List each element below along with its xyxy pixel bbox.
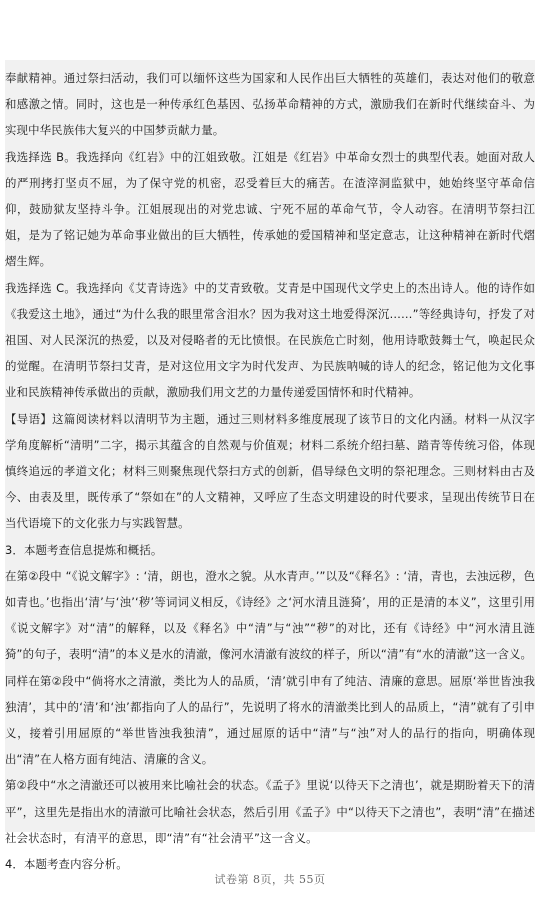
paragraph-analysis-3: 第②段中“水之清澈还可以被用来比喻社会的状态。《孟子》里说‘以待天下之清也’，就是期盼着天下的清平”，这里先是指出水的清澈可比喻社会状态，然后引用《孟子》中“以待天下之清也”，表明“清”在描述社会状态时，有清平的意思，即“清”有“社会清平”这一含义。 bbox=[5, 778, 535, 845]
paragraph-intro-note: 【导语】这篇阅读材料以清明节为主题，通过三则材料多维度展现了该节日的文化内涵。材料一从汉字学角度解析“清明”二字，揭示其蕴含的自然观与价值观；材料二系统介绍扫墓、踏青等传统习俗，体现慎终追远的孝道文化；材料三则聚焦现代祭扫方式的创新，倡导绿色文明的祭祀理念。三则材料由古及今、由表及里，既传承了“祭如在”的人文精神，又呼应了生态文明建设的时代要求，呈现出传统节日在当代语境下的文化张力与实践智慧。 bbox=[5, 411, 535, 531]
paragraph-analysis-1: 在第②段中 “《说文解字》: ‘清，朗也，澄水之貌。从水青声。’”以及“《释名》: ‘清，青也，去浊远秽，色如青也。’也指出‘清’与‘浊’‘秽’等词词义相反，《诗经》之‘河水清且涟猗’，用的正是清的本义”，这里引用《说文解字》对“清”的解释，以及《释名》中“清”与“浊”“秽”的对比，还有《诗经》中“河水清且涟猗”的句子，表明“清”的本义是水的清澈，像河水清澈有波纹的样子，所以“清”有“水的清澈”这一含义。 bbox=[5, 568, 535, 662]
question-3-heading: 3．本题考查信息提炼和概括。 bbox=[5, 542, 163, 557]
page-number-footer: 试卷第 8页，共 55页 bbox=[214, 873, 326, 886]
question-4-heading: 4．本题考查内容分析。 bbox=[5, 857, 128, 872]
paragraph-continuation: 奉献精神。通过祭扫活动，我们可以缅怀这些为国家和人民作出巨大牺牲的英雄们，表达对他们的敬意和感激之情。同时，这也是一种传承红色基因、弘扬革命精神的方式，激励我们在新时代继续奋斗、为实现中华民族伟大复兴的中国梦贡献力量。 bbox=[5, 71, 535, 138]
paragraph-analysis-2: 同样在第②段中“倘将水之清澈，类比为人的品质，‘清’就引申有了纯洁、清廉的意思。屈原‘举世皆浊我独清’，其中的‘清’和‘浊’都指向了人的品行”，先说明了将水的清澈类比到人的品质上，“清”就有了引申义，接着引用屈原的“举世皆浊我独清”，通过屈原的话中“清”与“浊”对人的品行的指向，明确体现出“清”在人格方面有纯洁、清廉的含义。 bbox=[5, 673, 535, 767]
paragraph-option-c: 我选择选 C。我选择向《艾青诗选》中的艾青致敬。艾青是中国现代文学史上的杰出诗人。他的诗作如《我爱这土地》，通过“为什么我的眼里常含泪水？因为我对这土地爱得深沉……”等经典诗句，抒发了对祖国、对人民深沉的热爱，以及对侵略者的无比愤恨。在民族危亡时刻，他用诗歌鼓舞士气，唤起民众的觉醒。在清明节祭扫艾青，是对这位用文字为时代发声、为民族呐喊的诗人的纪念，铭记他为文化事业和民族精神传承做出的贡献，激励我们用文艺的力量传递爱国情怀和时代精神。 bbox=[5, 280, 535, 400]
document-body bbox=[5, 60, 535, 872]
paragraph-option-b: 我选择选 B。我选择向《红岩》中的江姐致敬。江姐是《红岩》中革命女烈士的典型代表。她面对敌人的严刑拷打坚贞不屈，为了保守党的机密，忍受着巨大的痛苦。在渣滓洞监狱中，她始终坚守革命信仰，鼓励狱友坚持斗争。江姐展现出的对党忠诚、宁死不屈的革命气节，令人动容。在清明节祭扫江姐，是为了铭记她为革命事业做出的巨大牺牲，传承她的爱国精神和坚定意志，让这种精神在新时代熠熠生辉。 bbox=[5, 149, 535, 269]
